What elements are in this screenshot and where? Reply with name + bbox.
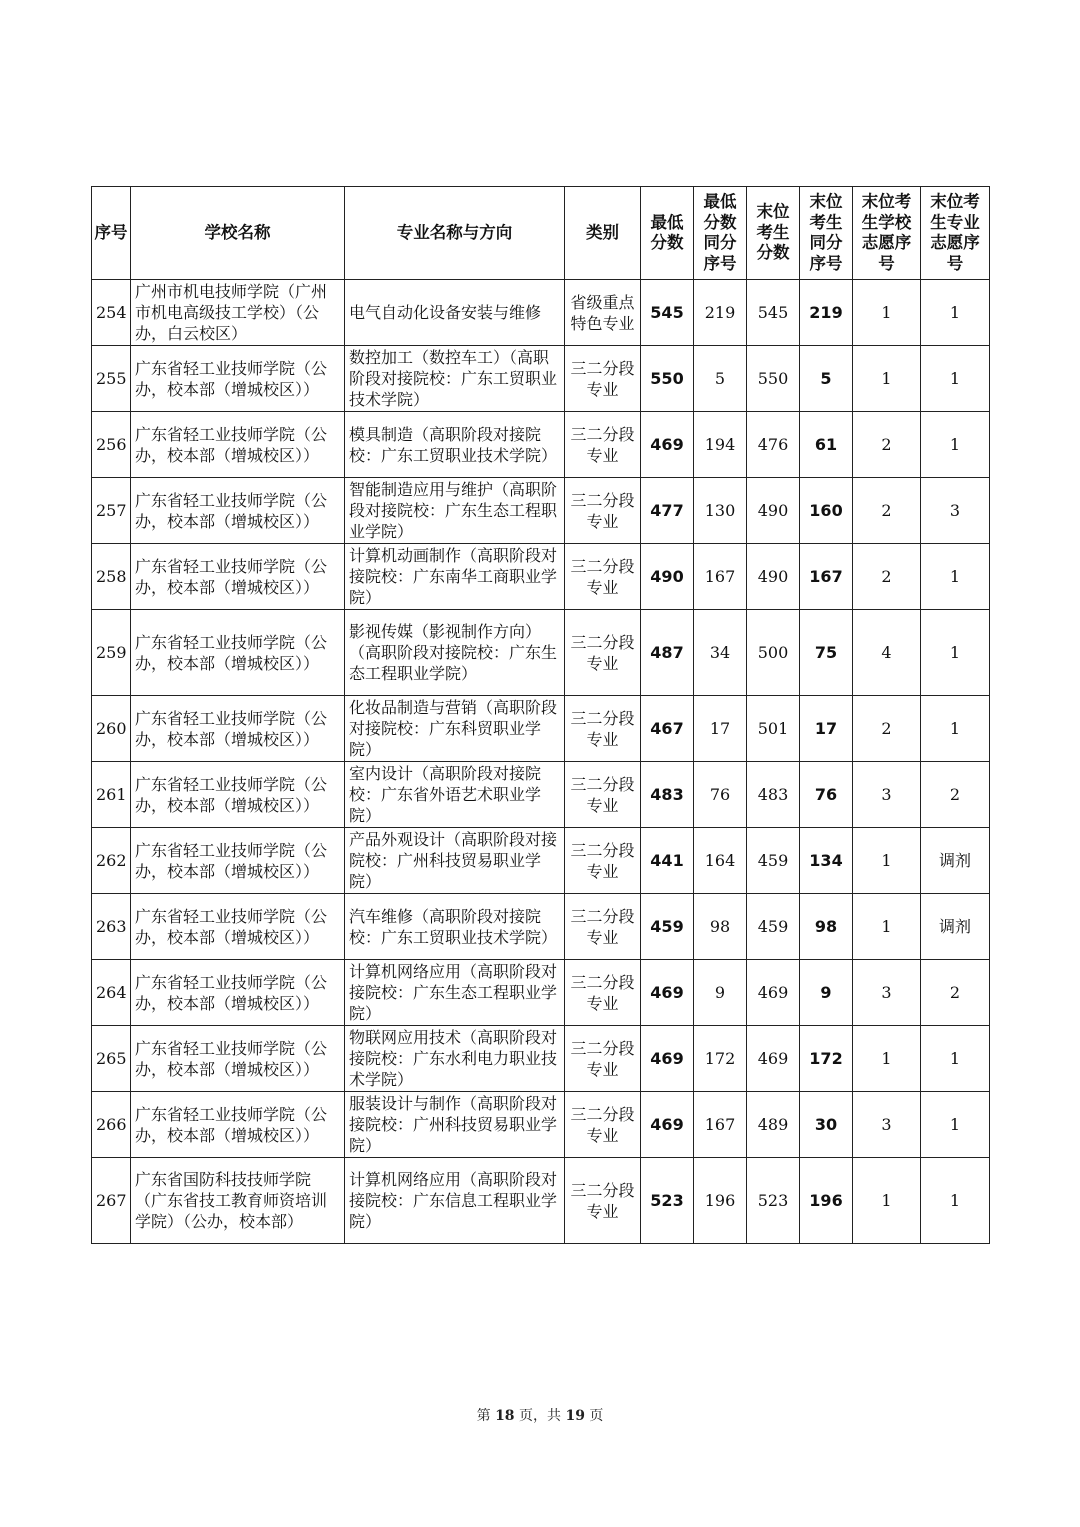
- table-row: [92, 828, 990, 894]
- footer-total-pages: 19: [565, 1408, 585, 1424]
- footer-suffix: 页: [584, 1408, 604, 1424]
- cell-seq: 261: [92, 762, 131, 828]
- table-row: [92, 1158, 990, 1244]
- cell-min-score: 523: [641, 1158, 694, 1244]
- cell-seq: 266: [92, 1092, 131, 1158]
- header-school: 学校名称: [131, 187, 345, 280]
- cell-school-pref: 1: [853, 828, 921, 894]
- cell-min-rank: 172: [694, 1026, 747, 1092]
- cell-min-rank: 194: [694, 412, 747, 478]
- cell-category: 三二分段专业: [565, 828, 641, 894]
- cell-school-pref: 2: [853, 696, 921, 762]
- cell-school: 广东省轻工业技师学院（公办，校本部（增城校区））: [131, 894, 345, 960]
- cell-min-rank: 98: [694, 894, 747, 960]
- table-body: [92, 280, 990, 1244]
- cell-min-rank: 17: [694, 696, 747, 762]
- cell-min-rank: 164: [694, 828, 747, 894]
- cell-last-rank: 219: [800, 280, 853, 346]
- cell-school-pref: 3: [853, 960, 921, 1026]
- cell-min-score: 467: [641, 696, 694, 762]
- cell-major: 计算机网络应用（高职阶段对接院校：广东信息工程职业学院）: [345, 1158, 565, 1244]
- cell-seq: 257: [92, 478, 131, 544]
- header-category: 类别: [565, 187, 641, 280]
- cell-school: 广东省轻工业技师学院（公办，校本部（增城校区））: [131, 696, 345, 762]
- cell-school: 广东省轻工业技师学院（公办，校本部（增城校区））: [131, 1026, 345, 1092]
- cell-category: 三二分段专业: [565, 1092, 641, 1158]
- cell-last-score: 490: [747, 478, 800, 544]
- footer-prefix: 第: [476, 1408, 496, 1424]
- cell-major-pref: 1: [921, 1092, 990, 1158]
- cell-last-score: 550: [747, 346, 800, 412]
- footer-middle: 页，共: [514, 1408, 566, 1424]
- cell-seq: 258: [92, 544, 131, 610]
- cell-category: 三二分段专业: [565, 696, 641, 762]
- cell-last-score: 523: [747, 1158, 800, 1244]
- table-row: [92, 478, 990, 544]
- cell-last-rank: 9: [800, 960, 853, 1026]
- cell-seq: 256: [92, 412, 131, 478]
- table-header-row: [92, 187, 990, 280]
- cell-last-score: 501: [747, 696, 800, 762]
- cell-major: 汽车维修（高职阶段对接院校：广东工贸职业技术学院）: [345, 894, 565, 960]
- table-row: [92, 610, 990, 696]
- cell-school: 广东省轻工业技师学院（公办，校本部（增城校区））: [131, 960, 345, 1026]
- cell-major: 智能制造应用与维护（高职阶段对接院校：广东生态工程职业学院）: [345, 478, 565, 544]
- cell-min-rank: 9: [694, 960, 747, 1026]
- cell-major: 服装设计与制作（高职阶段对接院校：广州科技贸易职业学院）: [345, 1092, 565, 1158]
- cell-major: 计算机网络应用（高职阶段对接院校：广东生态工程职业学院）: [345, 960, 565, 1026]
- header-major-pref: 末位考生专业志愿序号: [921, 187, 990, 280]
- cell-min-rank: 167: [694, 544, 747, 610]
- cell-category: 三二分段专业: [565, 1158, 641, 1244]
- cell-major-pref: 调剂: [921, 828, 990, 894]
- table-row: [92, 1092, 990, 1158]
- cell-last-score: 490: [747, 544, 800, 610]
- cell-last-score: 469: [747, 960, 800, 1026]
- cell-major-pref: 1: [921, 610, 990, 696]
- footer-page-number: 18: [495, 1408, 515, 1424]
- cell-seq: 254: [92, 280, 131, 346]
- cell-category: 三二分段专业: [565, 1026, 641, 1092]
- cell-last-rank: 76: [800, 762, 853, 828]
- cell-school-pref: 2: [853, 478, 921, 544]
- cell-min-score: 483: [641, 762, 694, 828]
- cell-school-pref: 1: [853, 1026, 921, 1092]
- cell-seq: 259: [92, 610, 131, 696]
- header-seq: 序号: [92, 187, 131, 280]
- table-row: [92, 412, 990, 478]
- cell-last-rank: 196: [800, 1158, 853, 1244]
- cell-min-rank: 196: [694, 1158, 747, 1244]
- cell-school-pref: 1: [853, 346, 921, 412]
- cell-major: 电气自动化设备安装与维修: [345, 280, 565, 346]
- cell-major-pref: 3: [921, 478, 990, 544]
- cell-major: 产品外观设计（高职阶段对接院校：广州科技贸易职业学院）: [345, 828, 565, 894]
- cell-last-rank: 160: [800, 478, 853, 544]
- cell-min-score: 477: [641, 478, 694, 544]
- cell-seq: 263: [92, 894, 131, 960]
- cell-major-pref: 1: [921, 544, 990, 610]
- cell-min-score: 545: [641, 280, 694, 346]
- cell-min-rank: 219: [694, 280, 747, 346]
- table-row: [92, 280, 990, 346]
- cell-category: 三二分段专业: [565, 762, 641, 828]
- cell-min-rank: 76: [694, 762, 747, 828]
- cell-seq: 267: [92, 1158, 131, 1244]
- cell-school: 广东省轻工业技师学院（公办，校本部（增城校区））: [131, 346, 345, 412]
- cell-major-pref: 2: [921, 762, 990, 828]
- cell-major: 室内设计（高职阶段对接院校：广东省外语艺术职业学院）: [345, 762, 565, 828]
- table-row: [92, 894, 990, 960]
- cell-seq: 262: [92, 828, 131, 894]
- cell-category: 三二分段专业: [565, 960, 641, 1026]
- cell-category: 三二分段专业: [565, 478, 641, 544]
- cell-school: 广东省轻工业技师学院（公办，校本部（增城校区））: [131, 762, 345, 828]
- table-row: [92, 544, 990, 610]
- cell-last-score: 459: [747, 828, 800, 894]
- cell-major: 影视传媒（影视制作方向）（高职阶段对接院校：广东生态工程职业学院）: [345, 610, 565, 696]
- cell-last-score: 459: [747, 894, 800, 960]
- cell-school: 广东省轻工业技师学院（公办，校本部（增城校区））: [131, 1092, 345, 1158]
- table-row: [92, 346, 990, 412]
- header-min-rank: 最低分数同分序号: [694, 187, 747, 280]
- cell-min-score: 441: [641, 828, 694, 894]
- cell-school-pref: 2: [853, 544, 921, 610]
- table-row: [92, 1026, 990, 1092]
- cell-category: 三二分段专业: [565, 412, 641, 478]
- cell-last-rank: 75: [800, 610, 853, 696]
- header-school-pref: 末位考生学校志愿序号: [853, 187, 921, 280]
- cell-category: 三二分段专业: [565, 610, 641, 696]
- cell-last-rank: 61: [800, 412, 853, 478]
- cell-last-score: 476: [747, 412, 800, 478]
- cell-school: 广东省轻工业技师学院（公办，校本部（增城校区））: [131, 412, 345, 478]
- cell-category: 省级重点特色专业: [565, 280, 641, 346]
- cell-last-rank: 30: [800, 1092, 853, 1158]
- table-row: [92, 762, 990, 828]
- cell-category: 三二分段专业: [565, 346, 641, 412]
- table-row: [92, 960, 990, 1026]
- cell-category: 三二分段专业: [565, 894, 641, 960]
- cell-major-pref: 1: [921, 412, 990, 478]
- cell-last-rank: 134: [800, 828, 853, 894]
- cell-last-score: 545: [747, 280, 800, 346]
- cell-school: 广东省轻工业技师学院（公办，校本部（增城校区））: [131, 828, 345, 894]
- admission-table: [91, 186, 990, 1244]
- cell-major: 计算机动画制作（高职阶段对接院校：广东南华工商职业学院）: [345, 544, 565, 610]
- cell-min-score: 550: [641, 346, 694, 412]
- cell-school: 广东省轻工业技师学院（公办，校本部（增城校区））: [131, 544, 345, 610]
- cell-major: 化妆品制造与营销（高职阶段对接院校：广东科贸职业学院）: [345, 696, 565, 762]
- cell-school-pref: 3: [853, 1092, 921, 1158]
- cell-major-pref: 1: [921, 280, 990, 346]
- page-footer: [0, 1405, 1080, 1425]
- cell-last-rank: 167: [800, 544, 853, 610]
- cell-school-pref: 4: [853, 610, 921, 696]
- table-row: [92, 696, 990, 762]
- cell-category: 三二分段专业: [565, 544, 641, 610]
- cell-major-pref: 2: [921, 960, 990, 1026]
- cell-school-pref: 1: [853, 1158, 921, 1244]
- cell-last-rank: 172: [800, 1026, 853, 1092]
- cell-last-score: 469: [747, 1026, 800, 1092]
- cell-last-score: 500: [747, 610, 800, 696]
- header-last-rank: 末位考生同分序号: [800, 187, 853, 280]
- cell-major-pref: 1: [921, 1158, 990, 1244]
- cell-school-pref: 2: [853, 412, 921, 478]
- cell-major-pref: 1: [921, 346, 990, 412]
- header-min-score: 最低分数: [641, 187, 694, 280]
- cell-school: 广东省国防科技技师学院（广东省技工教育师资培训学院）（公办，校本部）: [131, 1158, 345, 1244]
- cell-school-pref: 3: [853, 762, 921, 828]
- header-major: 专业名称与方向: [345, 187, 565, 280]
- cell-last-rank: 98: [800, 894, 853, 960]
- cell-seq: 264: [92, 960, 131, 1026]
- cell-min-score: 469: [641, 1026, 694, 1092]
- cell-last-rank: 5: [800, 346, 853, 412]
- cell-min-rank: 130: [694, 478, 747, 544]
- cell-school-pref: 1: [853, 280, 921, 346]
- cell-major-pref: 调剂: [921, 894, 990, 960]
- header-last-score: 末位考生分数: [747, 187, 800, 280]
- cell-seq: 260: [92, 696, 131, 762]
- cell-major-pref: 1: [921, 1026, 990, 1092]
- cell-school-pref: 1: [853, 894, 921, 960]
- cell-seq: 265: [92, 1026, 131, 1092]
- cell-last-rank: 17: [800, 696, 853, 762]
- cell-major: 物联网应用技术（高职阶段对接院校：广东水利电力职业技术学院）: [345, 1026, 565, 1092]
- cell-last-score: 489: [747, 1092, 800, 1158]
- cell-school: 广东省轻工业技师学院（公办，校本部（增城校区））: [131, 478, 345, 544]
- cell-min-score: 487: [641, 610, 694, 696]
- cell-major-pref: 1: [921, 696, 990, 762]
- cell-major: 数控加工（数控车工）（高职阶段对接院校：广东工贸职业技术学院）: [345, 346, 565, 412]
- cell-school: 广东省轻工业技师学院（公办，校本部（增城校区））: [131, 610, 345, 696]
- cell-min-score: 490: [641, 544, 694, 610]
- cell-min-score: 469: [641, 1092, 694, 1158]
- cell-min-score: 469: [641, 960, 694, 1026]
- cell-min-score: 459: [641, 894, 694, 960]
- cell-min-rank: 5: [694, 346, 747, 412]
- cell-school: 广州市机电技师学院（广州市机电高级技工学校）（公办，白云校区）: [131, 280, 345, 346]
- cell-seq: 255: [92, 346, 131, 412]
- cell-min-rank: 34: [694, 610, 747, 696]
- cell-major: 模具制造（高职阶段对接院校：广东工贸职业技术学院）: [345, 412, 565, 478]
- cell-last-score: 483: [747, 762, 800, 828]
- cell-min-rank: 167: [694, 1092, 747, 1158]
- cell-min-score: 469: [641, 412, 694, 478]
